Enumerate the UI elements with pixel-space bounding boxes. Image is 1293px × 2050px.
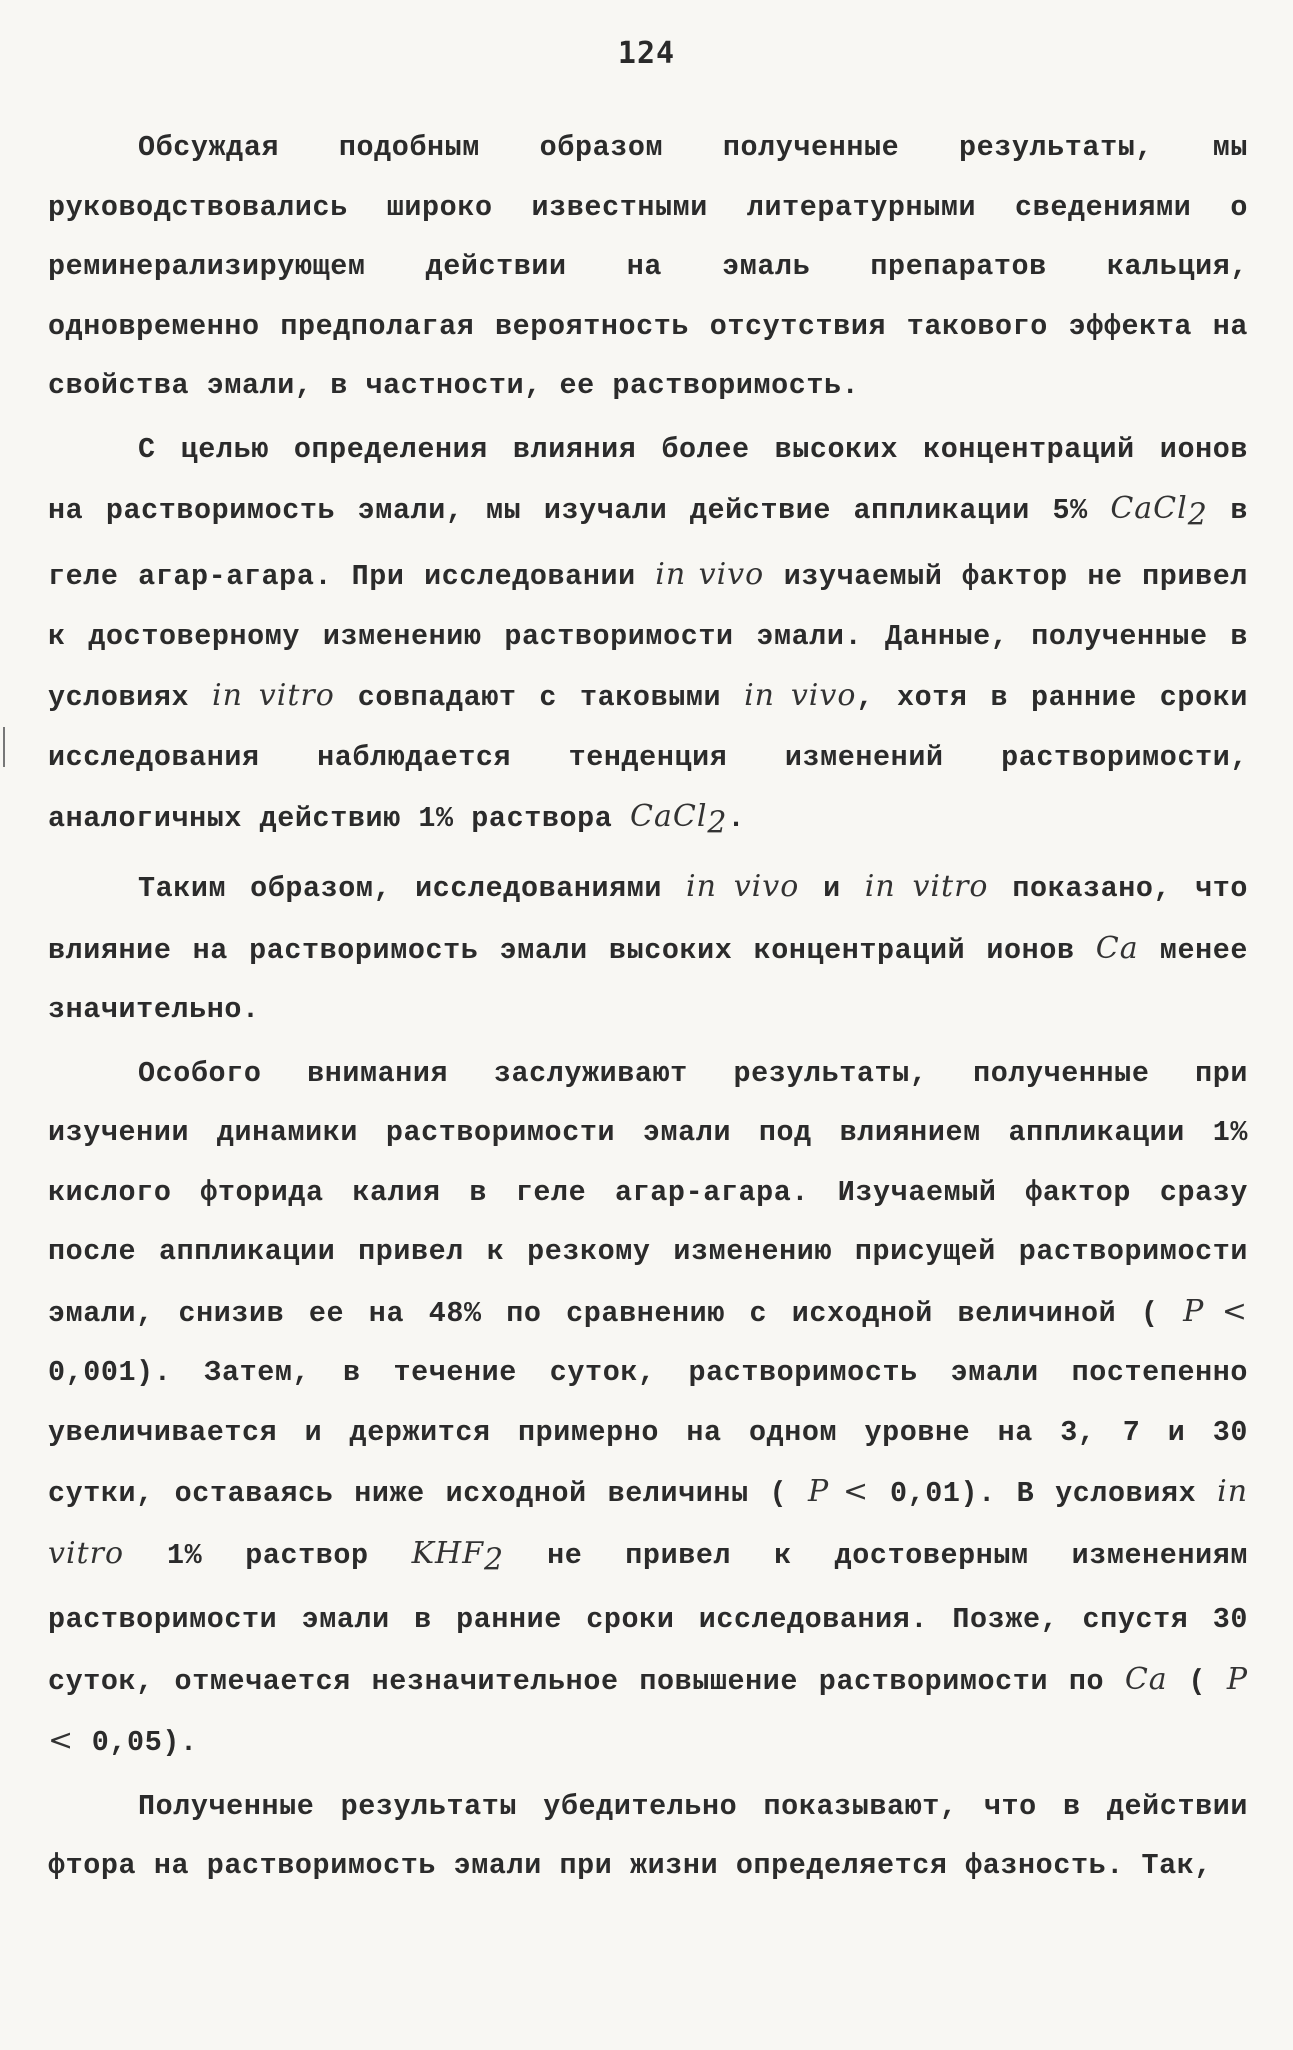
handwritten-insertion: in vivo [685, 869, 800, 905]
handwritten-insertion: Ca [1095, 930, 1139, 966]
typed-text: показано, что влияние на растворимость эмали высоких концентраций ионов [48, 872, 1248, 967]
handwritten-insertion: in vitro [864, 869, 989, 905]
typed-text: 0,001). Затем, в течение суток, растворимость эмали постепенно увеличивается и держится примерно на одном уровне на 3, 7 и 30 сутки, оставаясь ниже исходной величины ( [48, 1356, 1248, 1511]
page-number: 124 [617, 36, 676, 71]
paragraph [48, 420, 1248, 854]
handwritten-insertion: in vitro [48, 1474, 1249, 1571]
margin-mark [3, 727, 5, 767]
handwritten-insertion: Ca [1124, 1661, 1168, 1697]
typed-text: ( [1167, 1664, 1227, 1698]
handwritten-subscript: 2 [707, 805, 728, 841]
handwritten-insertion: CaCl [630, 799, 708, 835]
paragraph [48, 118, 1248, 416]
handwritten-subscript: 2 [484, 1542, 505, 1578]
typed-text: и [799, 872, 865, 906]
handwritten-insertion: in vivo [655, 557, 765, 593]
handwritten-insertion: P < [808, 1474, 870, 1510]
handwritten-insertion: KHF [411, 1535, 485, 1571]
typed-text: менее значительно. [48, 933, 1248, 1027]
handwritten-insertion: in vivo [744, 678, 857, 714]
typed-text: 0,05). [74, 1726, 198, 1760]
typed-text: изучаемый фактор не привел к достоверному изменению растворимости эмали. Данные, полученные в условиях [48, 560, 1248, 715]
typed-text: С целью определения влияния более высоких концентраций ионов на растворимость эмали, мы изучали действие аппликации 5% [48, 432, 1248, 527]
typed-text: 0,01). В условиях [869, 1477, 1218, 1511]
typed-text: не привел к достоверным изменениям растворимости эмали в ранние сроки исследования. Позже, спустя 30 суток, отмечается незначительное повышение растворимости по [48, 1538, 1248, 1698]
handwritten-insertion: in vitro [212, 678, 335, 714]
typed-text: 1% раствор [124, 1538, 412, 1572]
typed-text: Таким образом, исследованиями [138, 872, 686, 906]
typed-text: . [727, 802, 746, 836]
paragraph [48, 857, 1248, 1040]
typed-text: Полученные результаты убедительно показывают, что в действии фтора на растворимость эмали при жизни определяется фазность. Так, [48, 1789, 1248, 1883]
handwritten-insertion: P < [48, 1661, 1248, 1759]
body-text [48, 118, 1248, 1896]
handwritten-insertion: CaCl [1110, 491, 1188, 526]
typed-text: в геле агар-агара. При исследовании [48, 494, 1248, 594]
typed-text: , хотя в ранние сроки исследования наблюдается тенденция изменений растворимости, аналогичных действию 1% раствора [48, 681, 1248, 836]
paragraph [48, 1777, 1248, 1896]
handwritten-insertion: P < [1183, 1293, 1249, 1329]
typed-text: Особого внимания заслуживают результаты, полученные при изучении динамики растворимости эмали под влиянием аппликации 1% кислого фторида калия в геле агар-агара. Изучаемый фактор сразу после аппликации привел к резкому изменению присущей растворимости эмали, снизив ее на 48% по сравнению с исходной величиной ( [48, 1056, 1248, 1330]
typed-text: совпадают с таковыми [334, 681, 745, 715]
typed-text: Обсуждая подобным образом полученные результаты, мы руководствовались широко известными литературными сведениями о реминерализирующем действии на эмаль препаратов кальция, одновременно предполагая вероятность отсутствия такового эффекта на свойства эмали, в частности, ее растворимость. [48, 131, 1248, 402]
handwritten-subscript: 2 [1187, 497, 1208, 533]
paragraph [48, 1044, 1248, 1773]
